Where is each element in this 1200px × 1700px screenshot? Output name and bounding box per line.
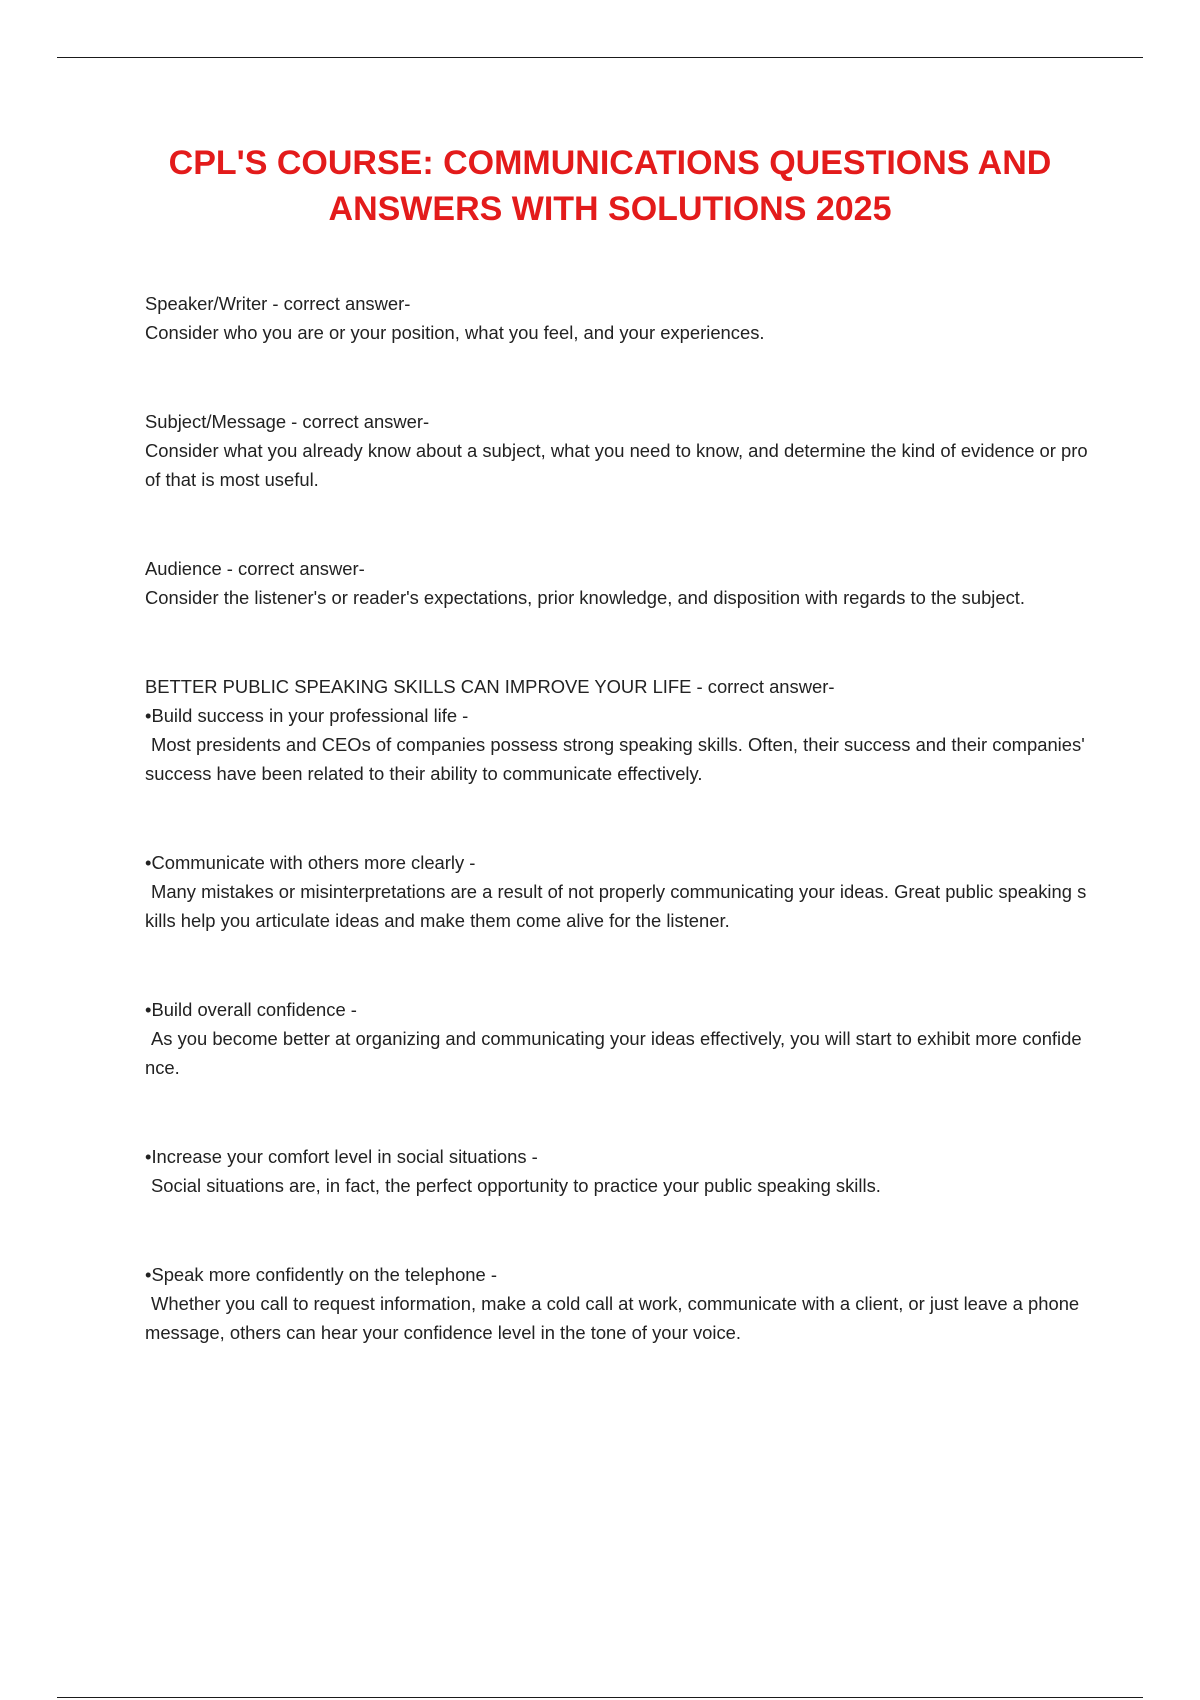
bullet-heading: •Increase your comfort level in social situations - xyxy=(145,1146,538,1167)
qa-entry xyxy=(145,848,1090,935)
bullet-heading: •Speak more confidently on the telephone - xyxy=(145,1264,497,1285)
bullet-heading: •Build success in your professional life - xyxy=(145,705,469,726)
question-text: Speaker/Writer - correct answer- xyxy=(145,293,411,314)
qa-entry xyxy=(145,289,1090,347)
answer-text: Consider the listener's or reader's expectations, prior knowledge, and disposition with regards to the subject. xyxy=(145,587,1026,608)
answer-text: Many mistakes or misinterpretations are a result of not properly communicating your ideas. Great public speaking skills help you articulate ideas and make them come alive for the listener. xyxy=(145,881,1087,931)
bullet-heading: •Build overall confidence - xyxy=(145,999,357,1020)
answer-text: Most presidents and CEOs of companies possess strong speaking skills. Often, their success and their companies' success have been related to their ability to communicate effectively. xyxy=(145,734,1085,784)
top-rule xyxy=(57,57,1143,58)
bullet-heading: •Communicate with others more clearly - xyxy=(145,852,476,873)
qa-entry xyxy=(145,554,1090,612)
qa-entry xyxy=(145,672,1090,788)
answer-text: Consider who you are or your position, what you feel, and your experiences. xyxy=(145,322,765,343)
qa-entry xyxy=(145,407,1090,494)
qa-entry xyxy=(145,1142,1090,1200)
question-text: Audience - correct answer- xyxy=(145,558,365,579)
question-text: BETTER PUBLIC SPEAKING SKILLS CAN IMPROVE YOUR LIFE - correct answer- xyxy=(145,676,835,697)
qa-entry xyxy=(145,1260,1090,1347)
qa-entry xyxy=(145,995,1090,1082)
document-title: CPL'S COURSE: COMMUNICATIONS QUESTIONS AND ANSWERS WITH SOLUTIONS 2025 xyxy=(168,144,1052,228)
answer-text: Consider what you already know about a subject, what you need to know, and determine the kind of evidence or proof that is most useful. xyxy=(145,440,1088,490)
answer-text: Social situations are, in fact, the perfect opportunity to practice your public speaking skills. xyxy=(151,1175,881,1196)
bottom-rule xyxy=(57,1697,1143,1698)
question-text: Subject/Message - correct answer- xyxy=(145,411,430,432)
document-body xyxy=(145,289,1090,1407)
answer-text: Whether you call to request information, make a cold call at work, communicate with a client, or just leave a phone message, others can hear your confidence level in the tone of your voice. xyxy=(145,1293,1080,1343)
answer-text: As you become better at organizing and communicating your ideas effectively, you will start to exhibit more confidence. xyxy=(145,1028,1082,1078)
